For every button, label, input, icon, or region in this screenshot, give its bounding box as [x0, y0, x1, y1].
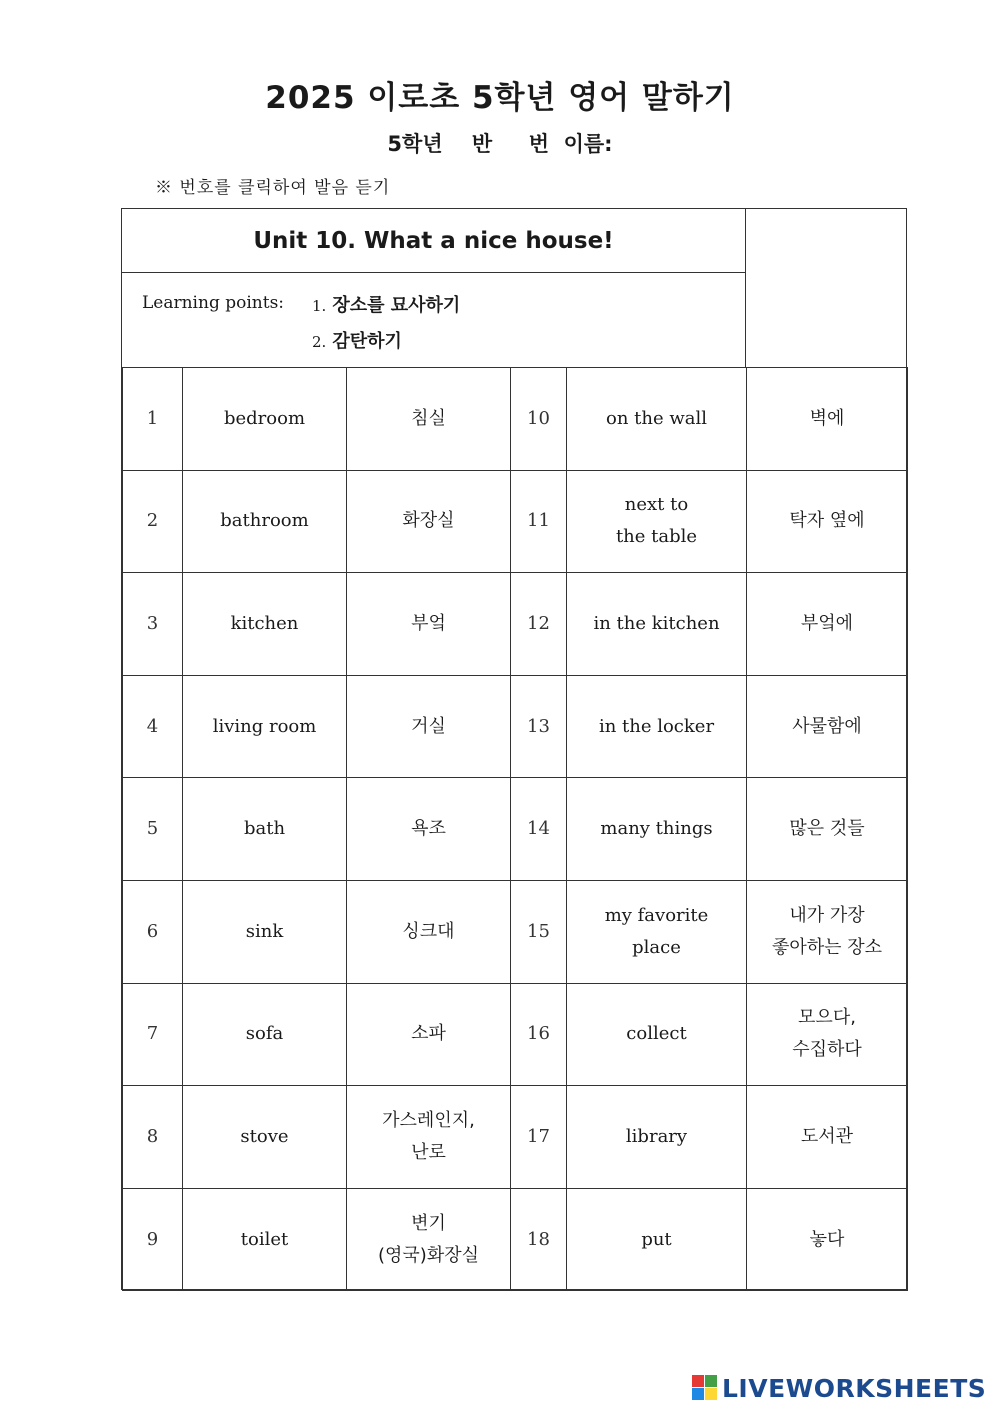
english-word: stove: [183, 1086, 347, 1189]
korean-meaning: 싱크대: [347, 880, 511, 983]
learning-points: [122, 273, 746, 368]
vocab-row: [123, 573, 908, 676]
english-word: many things: [567, 778, 747, 881]
vocab-row: [123, 880, 908, 983]
korean-meaning: 부엌: [347, 573, 511, 676]
vocab-row: [123, 983, 908, 1086]
word-number[interactable]: 15: [511, 880, 567, 983]
english-word: put: [567, 1188, 747, 1291]
english-word: collect: [567, 983, 747, 1086]
learning-points-label: Learning points:: [142, 293, 285, 313]
vocabulary-table: [122, 367, 908, 1291]
word-number[interactable]: 17: [511, 1086, 567, 1189]
word-number[interactable]: 10: [511, 368, 567, 471]
english-word: living room: [183, 675, 347, 778]
learning-point-text: 감탄하기: [332, 331, 402, 352]
learning-point-text: 장소를 묘사하기: [332, 295, 461, 316]
word-number[interactable]: 1: [123, 368, 183, 471]
english-word: bath: [183, 778, 347, 881]
audio-instruction-note: ※ 번호를 클릭하여 발음 듣기: [155, 178, 391, 198]
word-number[interactable]: 7: [123, 983, 183, 1086]
korean-meaning: 벽에: [747, 368, 908, 471]
liveworksheets-logo-icon: [692, 1375, 718, 1401]
word-number[interactable]: 11: [511, 470, 567, 573]
korean-meaning: 욕조: [347, 778, 511, 881]
english-word: bathroom: [183, 470, 347, 573]
korean-meaning: 부엌에: [747, 573, 908, 676]
english-word: in the locker: [567, 675, 747, 778]
page-title: 2025 이로초 5학년 영어 말하기: [265, 80, 735, 116]
english-word: next to the table: [567, 470, 747, 573]
english-word: my favorite place: [567, 880, 747, 983]
english-word: sink: [183, 880, 347, 983]
korean-meaning: 내가 가장 좋아하는 장소: [747, 880, 908, 983]
word-number[interactable]: 2: [123, 470, 183, 573]
korean-meaning: 가스레인지, 난로: [347, 1086, 511, 1189]
word-number[interactable]: 14: [511, 778, 567, 881]
vocab-row: [123, 470, 908, 573]
vocab-row: [123, 1188, 908, 1291]
learning-point-2: [312, 327, 402, 353]
korean-meaning: 거실: [347, 675, 511, 778]
vocabulary-sheet: [121, 208, 907, 1290]
word-number[interactable]: 4: [123, 675, 183, 778]
korean-meaning: 놓다: [747, 1188, 908, 1291]
student-info-line: 5학년 반 번 이름:: [387, 132, 613, 156]
korean-meaning: 탁자 옆에: [747, 470, 908, 573]
word-number[interactable]: 6: [123, 880, 183, 983]
korean-meaning: 도서관: [747, 1086, 908, 1189]
korean-meaning: 사물함에: [747, 675, 908, 778]
vocab-row: [123, 368, 908, 471]
vocab-row: [123, 675, 908, 778]
learning-point-1: [312, 291, 460, 317]
word-number[interactable]: 5: [123, 778, 183, 881]
word-number[interactable]: 9: [123, 1188, 183, 1291]
english-word: in the kitchen: [567, 573, 747, 676]
liveworksheets-brand: LIVEWORKSHEETS: [722, 1373, 987, 1403]
korean-meaning: 화장실: [347, 470, 511, 573]
english-word: sofa: [183, 983, 347, 1086]
korean-meaning: 많은 것들: [747, 778, 908, 881]
korean-meaning: 침실: [347, 368, 511, 471]
korean-meaning: 소파: [347, 983, 511, 1086]
word-number[interactable]: 18: [511, 1188, 567, 1291]
word-number[interactable]: 13: [511, 675, 567, 778]
learning-point-number: 2.: [312, 333, 327, 351]
english-word: kitchen: [183, 573, 347, 676]
word-number[interactable]: 8: [123, 1086, 183, 1189]
word-number[interactable]: 3: [123, 573, 183, 676]
english-word: toilet: [183, 1188, 347, 1291]
vocab-row: [123, 778, 908, 881]
english-word: library: [567, 1086, 747, 1189]
vocab-row: [123, 1086, 908, 1189]
english-word: on the wall: [567, 368, 747, 471]
word-number[interactable]: 12: [511, 573, 567, 676]
learning-point-number: 1.: [312, 297, 327, 315]
unit-title: Unit 10. What a nice house!: [122, 209, 746, 273]
korean-meaning: 모으다, 수집하다: [747, 983, 908, 1086]
english-word: bedroom: [183, 368, 347, 471]
liveworksheets-logo: [692, 1373, 986, 1403]
word-number[interactable]: 16: [511, 983, 567, 1086]
korean-meaning: 변기 (영국)화장실: [347, 1188, 511, 1291]
